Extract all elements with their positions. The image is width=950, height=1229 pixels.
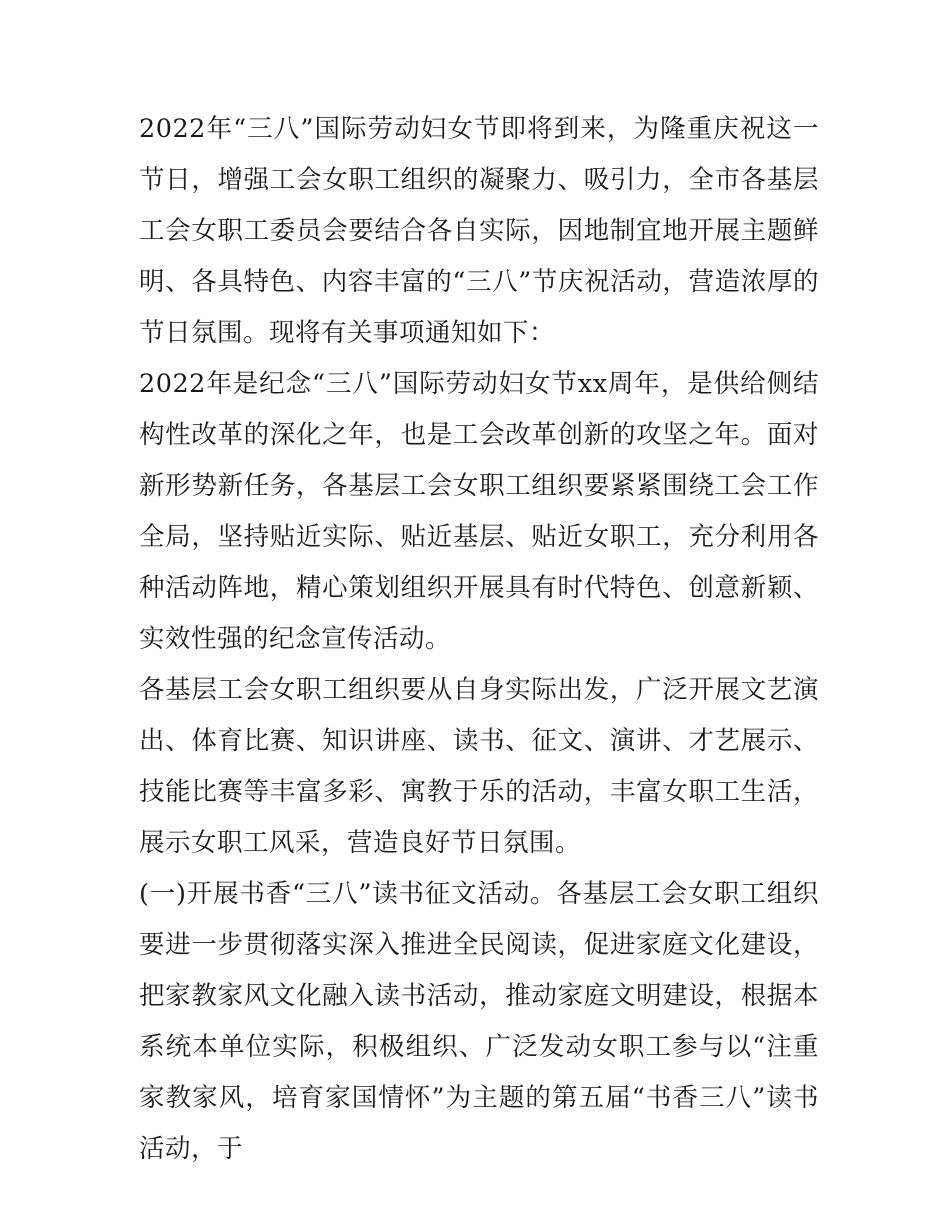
paragraph-reading-campaign: (一)开展书香“三八”读书征文活动。各基层工会女职工组织要进一步贯彻落实深入推进全民阅读，促进家庭文化建设，把家教家风文化融入读书活动，推动家庭文明建设，根据本系统本单位实际，积极组织、广泛发动女职工参与以“注重家教家风，培育家国情怀”为主题的第五届“书香三八”读书活动，于 [139,879,819,1164]
document-body [139,104,819,1175]
paragraph-intro: 2022年“三八”国际劳动妇女节即将到来，为隆重庆祝这一节日，增强工会女职工组织的凝聚力、吸引力，全市各基层工会女职工委员会要结合各自实际，因地制宜地开展主题鲜明、各具特色、内容丰富的“三八”节庆祝活动，营造浓厚的节日氛围。现将有关事项通知如下： [139,114,819,348]
paragraph-activities: 各基层工会女职工组织要从自身实际出发，广泛开展文艺演出、体育比赛、知识讲座、读书、征文、演讲、才艺展示、技能比赛等丰富多彩、寓教于乐的活动，丰富女职工生活，展示女职工风采，营造良好节日氛围。 [139,675,819,858]
paragraph-anniversary: 2022年是纪念“三八”国际劳动妇女节xx周年，是供给侧结构性改革的深化之年，也是工会改革创新的攻坚之年。面对新形势新任务，各基层工会女职工组织要紧紧围绕工会工作全局，坚持贴近实际、贴近基层、贴近女职工，充分利用各种活动阵地，精心策划组织开展具有时代特色、创意新颖、实效性强的纪念宣传活动。 [139,369,819,654]
